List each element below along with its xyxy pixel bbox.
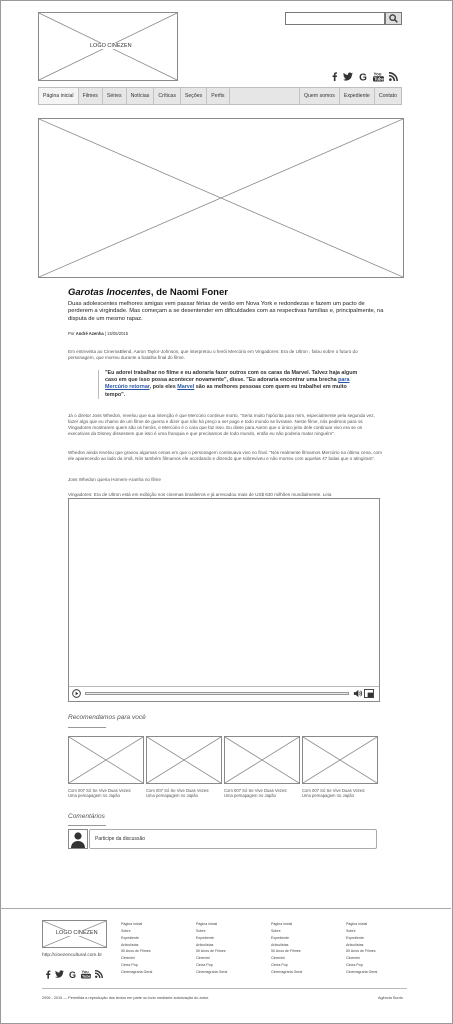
footer-copyright: 2006 - 2015 — Permitida a reprodução dos textos em parte ou todo mediante autorização do autor. bbox=[42, 996, 209, 1000]
social-links bbox=[331, 71, 398, 82]
nav-item-filmes[interactable]: Filmes bbox=[79, 88, 103, 104]
youtube-icon[interactable] bbox=[373, 71, 384, 82]
google-icon[interactable] bbox=[358, 72, 368, 82]
footer-link[interactable]: Página inicial bbox=[196, 922, 218, 926]
footer-link[interactable]: 50 Anos de Filmes bbox=[346, 949, 376, 954]
recommended-caption-3[interactable] bbox=[224, 788, 302, 798]
footer-link[interactable]: Articulistas bbox=[271, 942, 289, 947]
recommended-caption-2[interactable] bbox=[146, 788, 224, 798]
svg-text:You: You bbox=[373, 71, 382, 77]
volume-icon[interactable] bbox=[353, 689, 362, 698]
quote-link-mercurio[interactable]: para Mercúrio retornar bbox=[105, 377, 350, 391]
recommended-caption-line: Uma pernapagem no Japão bbox=[68, 793, 120, 799]
footer-link[interactable]: Expediente bbox=[196, 935, 214, 940]
footer-top-divider bbox=[0, 908, 451, 909]
google-icon[interactable] bbox=[68, 970, 77, 979]
footer-link[interactable]: Expediente bbox=[346, 935, 364, 940]
nav-item-contato[interactable]: Contato bbox=[378, 93, 397, 99]
footer-link[interactable]: Cinea Pop bbox=[346, 963, 363, 968]
footer-link[interactable]: Sobre bbox=[271, 928, 281, 933]
main-nav bbox=[38, 87, 402, 105]
recommended-caption-4[interactable] bbox=[302, 788, 380, 798]
article-title bbox=[68, 287, 388, 298]
byline-author[interactable]: André Azenha bbox=[75, 331, 104, 336]
footer-link[interactable]: 50 Anos de Filmes bbox=[121, 949, 151, 954]
logo-placeholder[interactable] bbox=[38, 12, 178, 81]
article-paragraph-3: Whedon ainda revelou que gravou algumas cenas em que o personagem continuava vivo no final. "Nós realmente filmamos Mercúrio na última cena, com ele aparecendo ao lado da irmã. Nós também filmamos ele acordando e dizendo que sobreviveu e não morreu com aquelas 47 balas que o atingiram". bbox=[68, 450, 382, 461]
article-paragraph-5: Vingadores: Era de Ultron está em exibição nos cinemas brasileiros e já arrecadou mais de US$ 630 milhões mundialmente. Leia bbox=[68, 492, 332, 497]
footer-column-2 bbox=[196, 921, 227, 976]
svg-text:G: G bbox=[359, 72, 367, 82]
search-icon bbox=[389, 14, 398, 23]
footer-link[interactable]: Sobre bbox=[196, 928, 206, 933]
recommended-caption-line: Uma pernapagem no Japão bbox=[224, 793, 276, 799]
facebook-icon[interactable] bbox=[331, 72, 338, 81]
recommended-thumbnail-2[interactable] bbox=[146, 736, 222, 784]
footer-link[interactable]: 50 Anos de Filmes bbox=[196, 949, 226, 954]
svg-text:G: G bbox=[68, 969, 77, 979]
nav-spacer bbox=[230, 88, 301, 104]
footer-link[interactable]: Expediente bbox=[121, 935, 139, 940]
footer-credit[interactable]: Agência Surdo bbox=[378, 996, 403, 1000]
footer-column-4 bbox=[346, 921, 377, 976]
footer-link[interactable]: 50 Anos de Filmes bbox=[271, 949, 301, 954]
quote-text-1: "Eu adorei trabalhar no filme e eu adoraria fazer outros com os caras da Marvel. Talvez haja algum caso em que isso possa acontecer novamente", disse. "Eu adoraria encontrar uma brecha bbox=[105, 370, 358, 384]
recommended-caption-line: Com 007 Só Se Vive Duas Vezes: bbox=[224, 788, 288, 793]
svg-text:Tube: Tube bbox=[374, 76, 384, 82]
recommended-title: Recomendamos para você bbox=[68, 714, 146, 721]
footer-link[interactable]: Cinemagraria Geral bbox=[121, 969, 153, 974]
recommended-caption-line: Com 007 Só Se Vive Duas Vezes: bbox=[146, 788, 210, 793]
footer-link[interactable]: Cinea Pop bbox=[271, 963, 288, 968]
footer-logo-text: LOGO CINEZEN bbox=[56, 930, 98, 936]
hero-image-placeholder bbox=[38, 118, 404, 278]
nav-item-home[interactable]: Página inicial bbox=[39, 88, 79, 104]
recommended-caption-line: Com 007 Só Se Vive Duas Vezes: bbox=[302, 788, 366, 793]
footer-link[interactable]: Página inicial bbox=[346, 922, 368, 926]
article-lead: Duas adolescentes melhores amigas vem passar férias de verão em Nova York e redondezas e fazem um pacto de perderem a virgindade. Mas começam a se desentender em dificuldades com as respectivas famílias e, principalmente, na disputa de um mesmo rapaz. bbox=[68, 301, 384, 322]
recommended-caption-line: Uma pernapagem no Japão bbox=[302, 793, 354, 799]
article-title-rest: , de Naomi Foner bbox=[150, 287, 228, 298]
footer-column-3 bbox=[271, 921, 302, 976]
nav-item-quem-somos[interactable]: Quem somos bbox=[300, 88, 340, 104]
quote-link-marvel[interactable]: Marvel bbox=[177, 384, 195, 391]
recommended-thumbnail-1[interactable] bbox=[68, 736, 144, 784]
article-title-italic: Garotas Inocentes bbox=[68, 287, 151, 298]
article-paragraph-4: Joss Whedon queria Homem-Aranha no filme bbox=[68, 477, 161, 482]
comments-title: Comentários bbox=[68, 813, 105, 820]
rss-icon[interactable] bbox=[95, 970, 103, 978]
footer-social-links bbox=[45, 969, 103, 979]
recommended-caption-1[interactable] bbox=[68, 788, 146, 798]
comment-input[interactable]: Participe da discussão bbox=[89, 829, 377, 849]
footer-logo-placeholder[interactable] bbox=[42, 920, 107, 948]
video-controls-divider bbox=[69, 686, 379, 687]
svg-text:You: You bbox=[81, 969, 89, 974]
footer-link[interactable]: Página inicial bbox=[271, 922, 293, 926]
nav-item-noticias[interactable]: Notícias bbox=[127, 88, 155, 104]
footer-link[interactable]: Articulistas bbox=[346, 942, 364, 947]
footer-url[interactable]: http://cinezencultural.com.br bbox=[42, 953, 102, 958]
footer-link[interactable]: Cinemagraria Geral bbox=[346, 969, 378, 974]
twitter-icon[interactable] bbox=[343, 72, 353, 81]
article-paragraph-1: Em entrevista ao CinemaBlend, Aaron Taylor-Johnson, que interpretou o herói Mercúrio em Vingadores: Era de Ultron , falou sobre o futuro do personagem, que morreu durante a batalha final do filme. bbox=[68, 349, 358, 360]
footer-link[interactable]: Sobre bbox=[346, 928, 356, 933]
recommended-title-underline bbox=[68, 727, 106, 728]
footer-bottom-divider bbox=[42, 988, 407, 989]
footer-link[interactable]: Articulistas bbox=[121, 942, 139, 947]
recommended-thumbnail-3[interactable] bbox=[224, 736, 300, 784]
footer-link[interactable]: Cinemini bbox=[121, 956, 135, 961]
twitter-icon[interactable] bbox=[55, 970, 64, 978]
byline-date: | 15/05/2015 bbox=[104, 331, 129, 336]
recommended-caption-line: Uma pernapagem no Japão bbox=[146, 793, 198, 799]
nav-item-series[interactable]: Séries bbox=[103, 88, 127, 104]
avatar bbox=[68, 829, 88, 849]
nav-item-expediente[interactable]: Expediente bbox=[340, 88, 375, 104]
footer-link[interactable]: Cinemini bbox=[196, 956, 210, 961]
recommended-caption-line: Com 007 Só Se Vive Duas Vezes: bbox=[68, 788, 132, 793]
facebook-icon[interactable] bbox=[45, 970, 51, 979]
footer-link[interactable]: Cinea Pop bbox=[196, 963, 213, 968]
article-byline bbox=[68, 331, 128, 336]
comments-title-underline bbox=[68, 825, 106, 826]
footer-link[interactable]: Cinemini bbox=[271, 956, 285, 961]
video-progress-bar[interactable] bbox=[85, 692, 349, 695]
user-icon bbox=[69, 830, 87, 848]
nav-item-criticas[interactable]: Críticas bbox=[154, 88, 181, 104]
byline-prefix: Por bbox=[68, 331, 75, 336]
quote-text-2: , pois eles bbox=[149, 384, 178, 391]
svg-text:Tube: Tube bbox=[82, 974, 91, 979]
footer-link[interactable]: Sobre bbox=[121, 928, 131, 933]
footer-link[interactable]: Cinea Pop bbox=[121, 963, 138, 968]
fullscreen-icon[interactable] bbox=[364, 689, 374, 698]
quote-text-3: são as melhores pessoas com quem eu trabalhei em muito tempo". bbox=[105, 384, 347, 398]
play-icon[interactable] bbox=[72, 689, 81, 698]
article-paragraph-2: Já o diretor Joss Whedon, revelou que sua intenção é que Mercúrio continue morto. "Seria muito hipócrita para mim, especialmente pela segunda vez, fazer algo que eu chamo de um filme de guerra e dizer que não há preço a ser pago e todo mundo se livrasse. Neste filme, nós pedimos para os Vingadores mostrarem quem são os heróis, e Mercúrio é o cara que faz isso. Eu disse para Aaron que o único jeito dele continuar vivo era se os executivos da Disney dissessem que isso é uma franquia e que precisamos de todo mundo, então eu não poderia matar ninguém". bbox=[68, 413, 375, 436]
nav-item-perfis[interactable]: Perfis bbox=[207, 88, 229, 104]
rss-icon[interactable] bbox=[389, 72, 398, 81]
logo-text: LOGO CINEZEN bbox=[90, 43, 132, 49]
footer-link[interactable]: Página inicial bbox=[121, 922, 143, 926]
nav-item-secoes[interactable]: Seções bbox=[181, 88, 207, 104]
footer-link[interactable]: Cinemagraria Geral bbox=[196, 969, 228, 974]
footer-link[interactable]: Articulistas bbox=[196, 942, 214, 947]
footer-link[interactable]: Cinemini bbox=[346, 956, 360, 961]
recommended-thumbnail-4[interactable] bbox=[302, 736, 378, 784]
youtube-icon[interactable] bbox=[81, 969, 91, 979]
search-button[interactable] bbox=[385, 12, 402, 25]
article-quote bbox=[98, 370, 366, 399]
footer-link[interactable]: Cinemagraria Geral bbox=[271, 969, 303, 974]
search-input[interactable] bbox=[285, 12, 385, 25]
footer-link[interactable]: Expediente bbox=[271, 935, 289, 940]
footer-column-1 bbox=[121, 921, 152, 976]
video-player[interactable] bbox=[68, 498, 380, 702]
